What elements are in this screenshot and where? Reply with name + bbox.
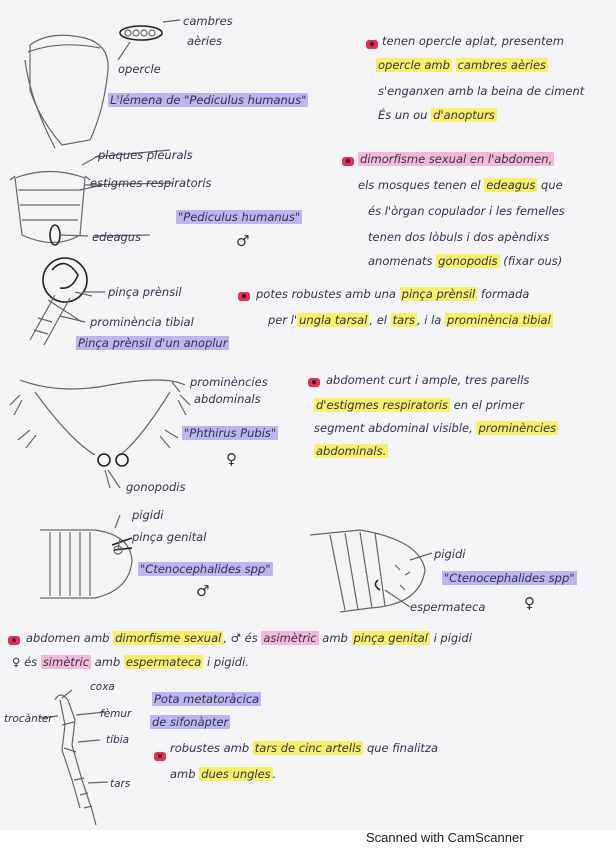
label-pigidi-right: pigidi: [434, 547, 466, 561]
label-estigmes: estigmes respiratoris: [90, 176, 212, 190]
label-tars: tars: [110, 778, 131, 790]
caption-egg: L'lémena de "Pediculus humanus": [110, 93, 307, 107]
label-species-ctenocephalides-female: "Ctenocephalides spp": [444, 571, 575, 585]
abdomen-drawing: [10, 155, 102, 245]
note-3-line-1: potes robustes amb una pinça prènsil formada: [256, 287, 530, 301]
label-opercle: opercle: [118, 62, 161, 76]
bullet-icon: [366, 40, 378, 49]
flea-male-drawing: [40, 530, 132, 598]
label-prom-2: abdominals: [194, 392, 261, 406]
bullet-icon: [308, 378, 320, 387]
note-6-line-2: amb dues ungles .: [170, 767, 277, 781]
bullet-icon: [8, 636, 20, 645]
leg-drawing: [55, 695, 96, 825]
note-2-line-5: anomenats gonopodis (fixar ous): [368, 254, 563, 268]
caption-pinsa: Pinça prènsil d'un anoplur: [78, 336, 228, 350]
label-pinsa-genital: pinça genital: [132, 530, 207, 544]
label-trocanter: trocànter: [4, 713, 53, 725]
note-5-line-2: ♀ és simètric amb espermateca i pigidi.: [12, 655, 249, 669]
claw-drawing: [30, 258, 92, 345]
caption-leg-2: de sifonàpter: [152, 715, 229, 729]
label-femur: fèmur: [100, 708, 132, 720]
bullet-icon: [342, 157, 354, 166]
note-2-line-4: tenen dos lòbuls i dos apèndixs: [368, 230, 550, 244]
label-pigidi-left: pigidi: [132, 508, 164, 522]
note-1-line-1: tenen opercle aplat, presentem: [382, 34, 564, 48]
label-species-pediculus: "Pediculus humanus": [178, 210, 301, 224]
label-gonopodis: gonopodis: [126, 480, 186, 494]
note-2-line-2: els mosques tenen el edeagus que: [358, 178, 563, 192]
label-prominencia: prominència tibial: [90, 315, 194, 329]
note-6-line-1: robustes amb tars de cinc artells que finalitza: [170, 741, 439, 755]
label-espermateca: espermateca: [410, 600, 486, 614]
note-4-line-1: abdoment curt i ample, tres parells: [326, 373, 530, 387]
footer: [0, 830, 616, 848]
note-3-line-2: per l' ungla tarsal , el tars , i la prominència tibial: [268, 313, 551, 327]
label-coxa: coxa: [90, 681, 115, 693]
note-2-line-3: és l'òrgan copulador i les femelles: [368, 204, 565, 218]
note-2-line-1: dimorfisme sexual en l'abdomen,: [360, 152, 553, 166]
label-tibia: tíbia: [106, 734, 130, 746]
bullet-icon: [238, 292, 250, 301]
male-symbol: ♂: [196, 582, 210, 600]
label-species-ctenocephalides-male: "Ctenocephalides spp": [140, 562, 271, 576]
note-4-line-3: segment abdominal visible, prominències: [314, 421, 557, 435]
caption-leg-1: Pota metatoràcica: [154, 692, 260, 706]
bullet-icon: [154, 752, 166, 761]
pubis-drawing: [10, 380, 190, 488]
female-symbol: ♀: [524, 594, 535, 612]
note-4-line-2: d'estigmes respiratoris en el primer: [316, 398, 524, 412]
female-symbol: ♀: [226, 450, 237, 468]
note-4-line-4: abdominals.: [316, 444, 387, 458]
label-cambres: cambres: [183, 14, 233, 28]
flea-female-drawing: [310, 530, 425, 612]
label-plaques: plaques pleurals: [98, 148, 193, 162]
male-symbol: ♂: [236, 232, 250, 250]
note-5-line-1: abdomen amb dimorfisme sexual , ♂ és asimètric amb pinça genital i pigidi: [26, 631, 472, 645]
note-1-line-4: És un ou d'anopturs: [378, 108, 495, 122]
label-prom-1: prominències: [190, 375, 268, 389]
label-aeries: aèries: [187, 34, 223, 48]
note-1-line-2: opercle amb cambres aèries: [378, 58, 547, 72]
label-pinsa: pinça prènsil: [108, 285, 182, 299]
scanned-with-label: Scanned with CamScanner: [366, 830, 524, 845]
label-species-pubis: "Phthirus Pubis": [184, 426, 277, 440]
note-1-line-3: s'enganxen amb la beina de ciment: [378, 84, 585, 98]
label-edeagus: edeagus: [92, 230, 142, 244]
egg-drawing: [25, 20, 180, 148]
